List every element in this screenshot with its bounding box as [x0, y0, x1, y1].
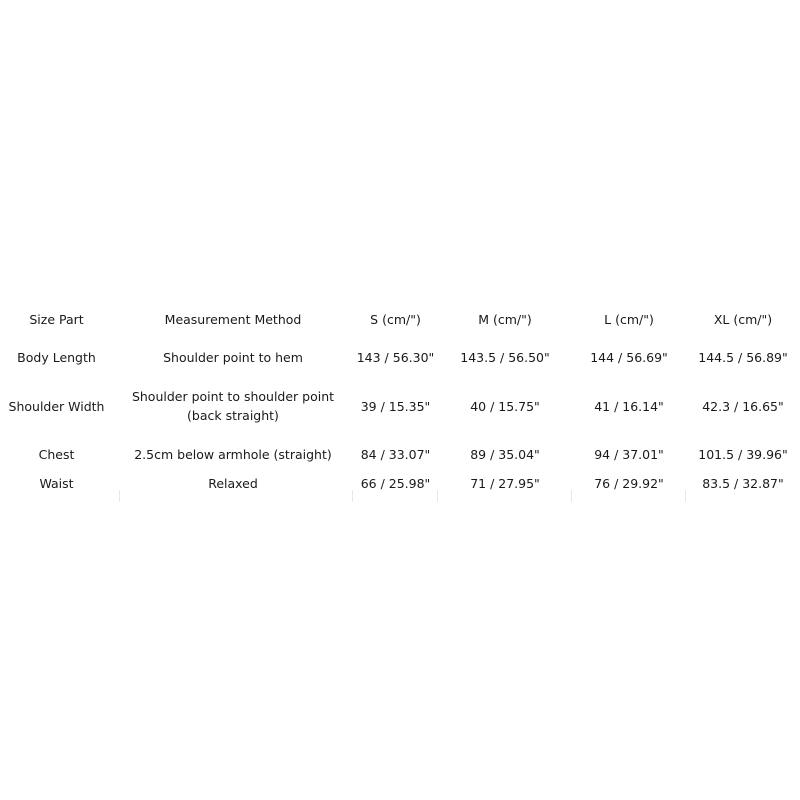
table-row — [0, 336, 800, 378]
column-divider — [437, 490, 438, 502]
column-divider — [119, 490, 120, 502]
cell-size-m: 71 / 27.95" — [470, 476, 540, 491]
header-size-part: Size Part — [29, 311, 84, 327]
cell-size-m: 40 / 15.75" — [470, 398, 540, 414]
header-measurement-method: Measurement Method — [164, 311, 302, 327]
table-header-row — [0, 302, 800, 336]
table-row — [0, 378, 800, 434]
cell-size-l: 144 / 56.69" — [590, 349, 668, 365]
cell-size-part: Body Length — [17, 349, 96, 365]
table-row — [0, 474, 800, 493]
cell-measurement-method: Shoulder point to shoulder point (back straight) — [131, 389, 335, 423]
column-divider — [352, 490, 353, 502]
cell-measurement-method: Relaxed — [208, 476, 258, 491]
cell-size-l: 94 / 37.01" — [594, 446, 664, 462]
cell-size-m: 89 / 35.04" — [470, 446, 540, 462]
column-divider — [685, 490, 686, 502]
cell-size-m: 143.5 / 56.50" — [460, 349, 550, 365]
header-size-s: S (cm/") — [370, 311, 421, 327]
size-chart-table — [0, 302, 800, 493]
cell-size-s: 39 / 15.35" — [360, 398, 431, 414]
header-size-xl: XL (cm/") — [713, 311, 773, 327]
cell-size-xl: 144.5 / 56.89" — [698, 349, 788, 365]
cell-size-l: 76 / 29.92" — [594, 476, 664, 491]
cell-size-l: 41 / 16.14" — [594, 398, 664, 414]
cell-size-part: Shoulder Width — [8, 398, 105, 414]
cell-size-xl: 101.5 / 39.96" — [698, 446, 788, 462]
cell-size-part: Waist — [39, 476, 74, 491]
cell-measurement-method: Shoulder point to hem — [163, 349, 303, 365]
cell-size-part: Chest — [38, 446, 75, 462]
cell-size-xl: 42.3 / 16.65" — [702, 398, 784, 414]
header-size-m: M (cm/") — [478, 311, 532, 327]
column-divider — [571, 490, 572, 502]
cell-measurement-method: 2.5cm below armhole (straight) — [134, 446, 332, 462]
cell-size-s: 66 / 25.98" — [360, 476, 431, 491]
cell-size-s: 143 / 56.30" — [356, 349, 435, 365]
table-row — [0, 434, 800, 474]
header-size-l: L (cm/") — [604, 311, 654, 327]
cell-size-s: 84 / 33.07" — [360, 446, 431, 462]
cell-size-xl: 83.5 / 32.87" — [702, 476, 784, 491]
